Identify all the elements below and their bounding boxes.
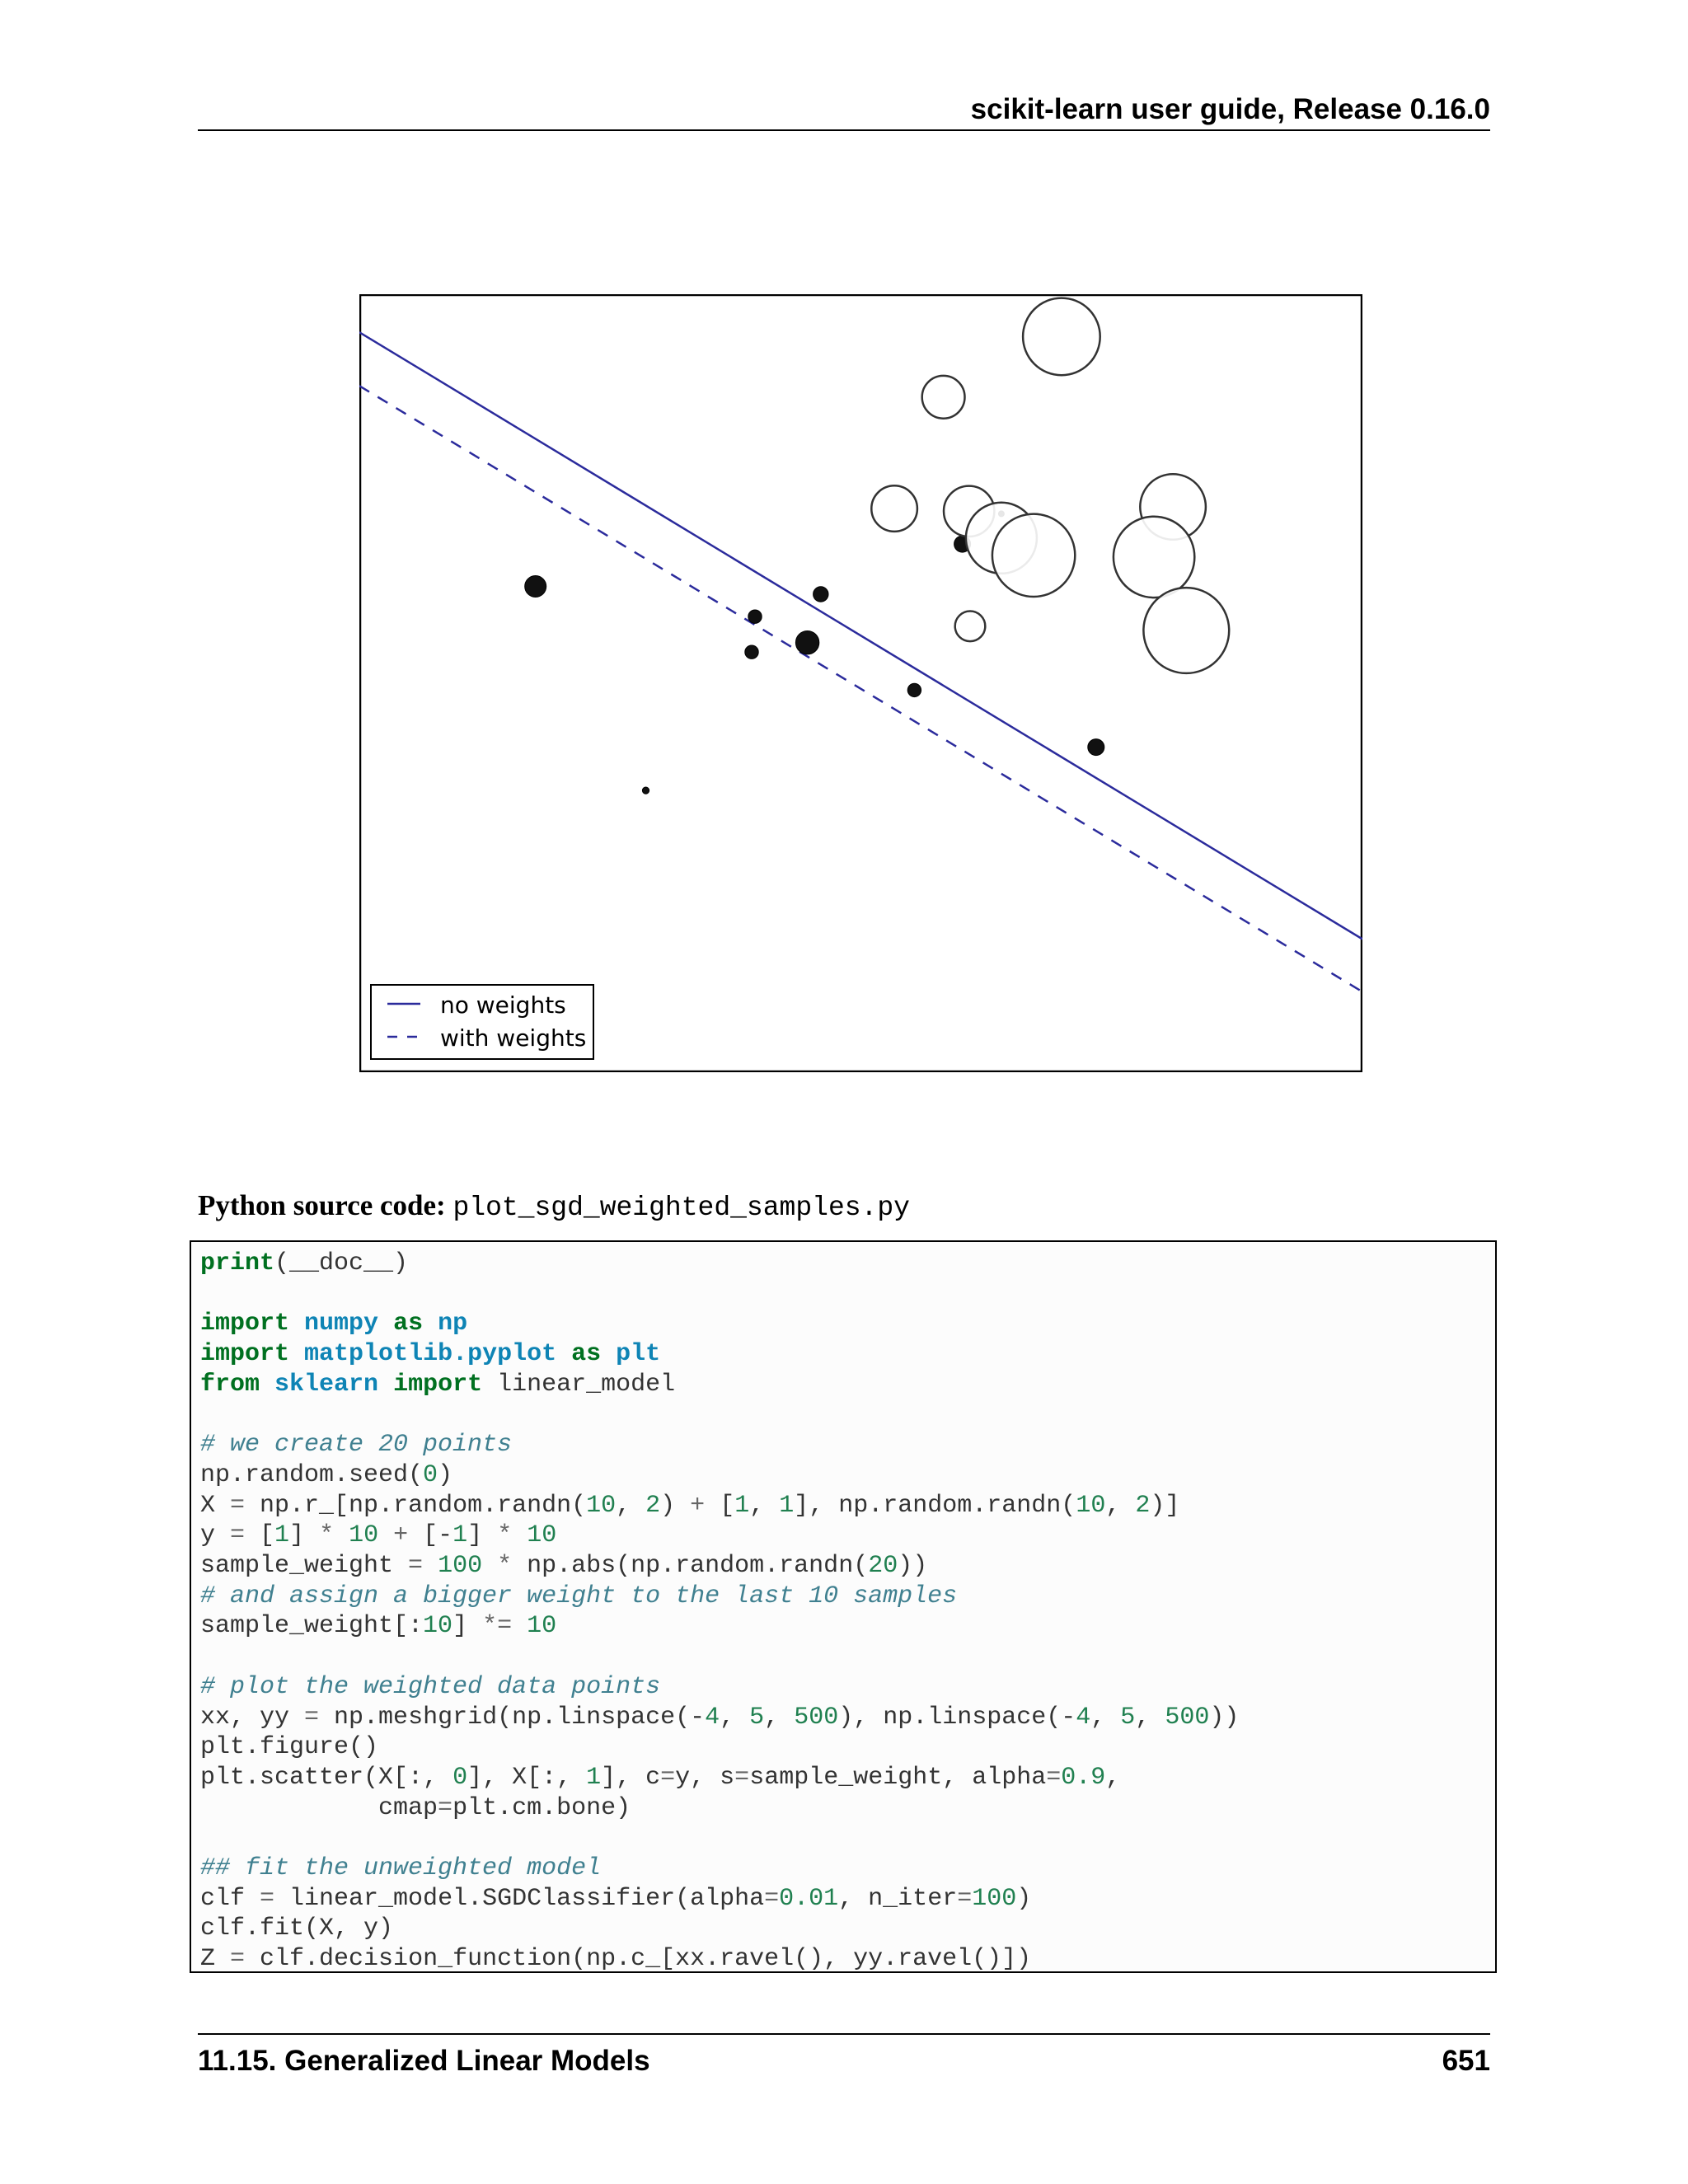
point-class-neg-6 (992, 514, 1075, 597)
source-file-link[interactable]: plot_sgd_weighted_samples.py (452, 1193, 910, 1223)
header-rule (198, 129, 1490, 131)
caption-label: Python source code: (198, 1189, 446, 1221)
point-class-neg-2 (922, 376, 965, 419)
point-class-pos-10 (642, 787, 649, 794)
plot-frame (360, 295, 1362, 1071)
legend-label-no-weights: no weights (440, 991, 566, 1019)
point-class-neg-10 (955, 612, 986, 642)
code-block (190, 1240, 1497, 1973)
legend-label-with-weights: with weights (440, 1024, 587, 1052)
page-number: 651 (1442, 2045, 1490, 2077)
footer-rule (198, 2033, 1490, 2035)
point-class-neg-8 (1114, 517, 1194, 598)
code-listing: print(__doc__) import numpy as np import matplotlib.pyplot as plt from sklearn import linear_model # we create 20 points np.random.seed(0) X = np.r_[np.random.randn(10, 2) + [1, 1], np.random.randn(10, 2)] y = [1] * 10 + [-1] * 10 sample_weight = 100 * np.abs(np.random.randn(20)) # and assign a bigger weight to the last 10 samples sample_weight[:10] *= 10 # plot the weighted data points xx, yy = np.meshgrid(np.linspace(-4, 5, 500), np.linspace(-4, 5, 500)) plt.figure() plt.scatter(X[:, 0], X[:, 1], c=y, s=sample_weight, alpha=0.9, cmap=plt.cm.bone) ## fit the unweighted model clf = linear_model.SGDClassifier(alpha=0.01, n_iter=100) clf.fit(X, y) Z = clf.decision_function(np.c_[xx.ravel(), yy.ravel()]) (200, 1249, 1240, 1973)
legend (371, 985, 593, 1059)
point-class-pos-2 (748, 610, 762, 623)
figure-caption (198, 1187, 910, 1227)
point-class-pos-9 (1088, 739, 1104, 756)
point-class-pos-5 (795, 631, 818, 654)
point-class-neg-1 (1023, 298, 1100, 376)
footer-section-title: 11.15. Generalized Linear Models (198, 2045, 650, 2077)
running-header: scikit-learn user guide, Release 0.16.0 (970, 93, 1490, 125)
point-class-pos-6 (907, 683, 921, 696)
point-class-pos-1 (525, 576, 546, 598)
point-class-pos-3 (745, 645, 758, 658)
point-class-neg-3 (871, 485, 917, 532)
weighted-samples-figure (359, 294, 1362, 1072)
point-class-pos-4 (814, 587, 828, 602)
point-class-neg-9 (1143, 588, 1229, 673)
